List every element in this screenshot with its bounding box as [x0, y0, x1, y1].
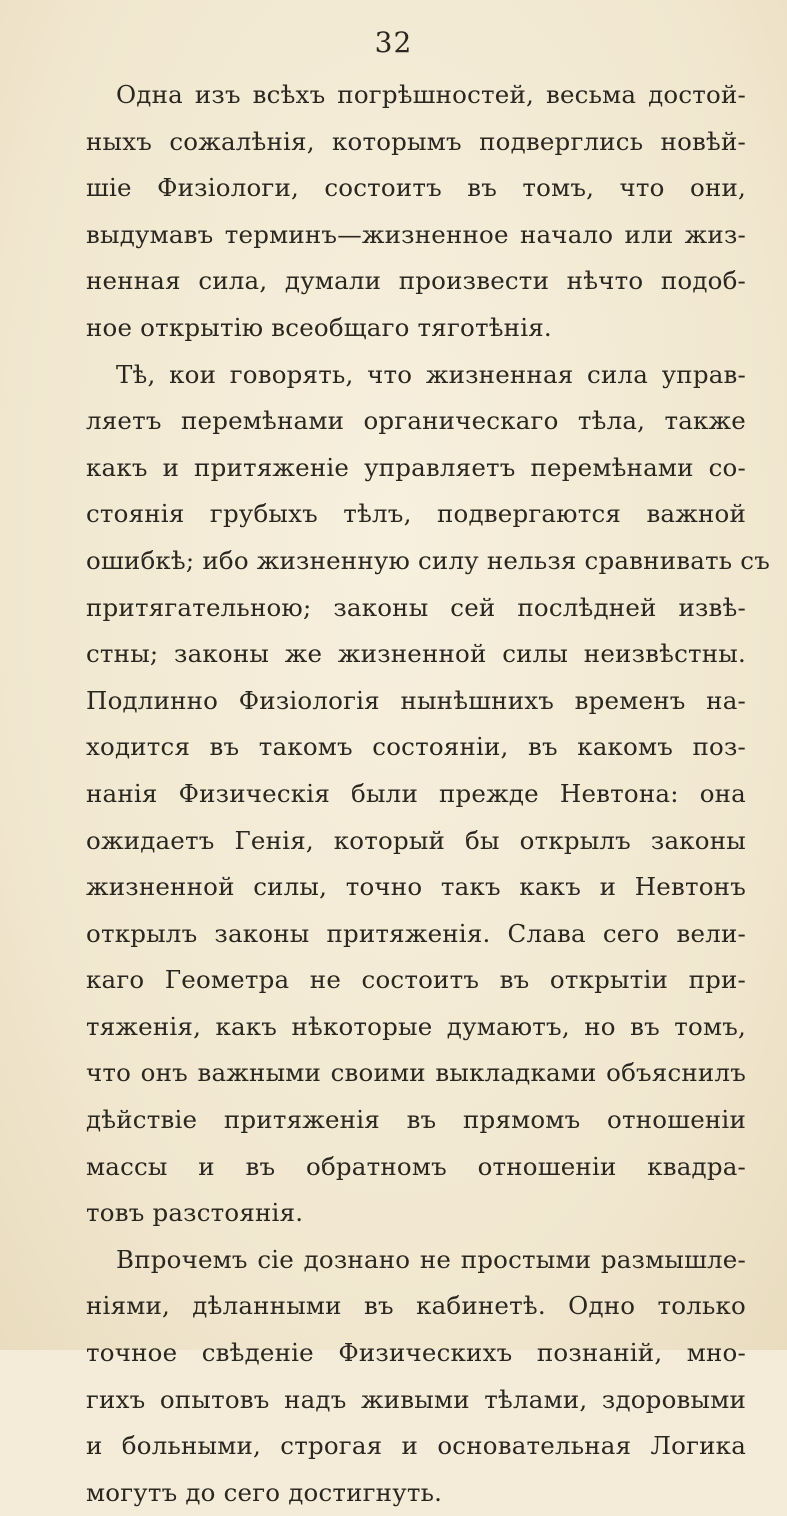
text-line: Подлинно Физіологія нынѣшнихъ временъ на- [86, 685, 746, 715]
text-line: стоянія грубыхъ тѣлъ, подвергаются важной [86, 499, 746, 529]
text-line: Впрочемъ сіе дознано не простыми размышле- [116, 1244, 746, 1274]
text-line: открылъ законы притяженія. Слава сего вели- [86, 918, 746, 948]
text-line: ное открытію всеобщаго тяготѣнія. [86, 312, 552, 342]
text-line: могутъ до сего достигнуть. [86, 1477, 443, 1507]
text-line: товъ разстоянія. [86, 1198, 304, 1228]
text-line: тяженія, какъ нѣкоторые думаютъ, но въ томъ, [86, 1011, 746, 1041]
text-line: Тѣ, кои говорять, что жизненная сила управ- [116, 359, 746, 389]
text-line: что онъ важными своими выкладками объяснилъ [86, 1058, 746, 1088]
text-line: и больными, строгая и основательная Логика [86, 1431, 746, 1461]
text-line: жизненной силы, точно такъ какъ и Невтонъ [86, 872, 746, 902]
page-number: 32 [374, 26, 413, 59]
text-line: ныхъ сожалѣнія, которымъ подверглись новѣй- [86, 126, 746, 156]
text-line: нанія Физическія были прежде Невтона: она [86, 778, 746, 808]
text-line: точное свѣденіе Физическихъ познаній, мно- [86, 1338, 746, 1368]
text-line: гихъ опытовъ надъ живыми тѣлами, здоровыми [86, 1384, 746, 1414]
text-line: ошибкѣ; ибо жизненную силу нельзя сравнивать съ [86, 545, 771, 575]
text-line: Одна изъ всѣхъ погрѣшностей, весьма достой- [116, 80, 746, 109]
body-text [86, 72, 771, 1516]
text-line: стны; законы же жизненной силы неизвѣстны. [86, 639, 746, 669]
text-line: притягательною; законы сей послѣдней извѣ- [86, 592, 746, 622]
text-line: каго Геометра не состоитъ въ открытіи при- [86, 965, 746, 995]
text-line: ожидаетъ Генія, который бы открылъ законы [86, 825, 746, 855]
paragraph-2 [86, 352, 771, 1237]
text-line: выдумавъ терминъ—жизненное начало или жиз- [86, 219, 746, 249]
text-line: ніями, дѣланными въ кабинетѣ. Одно только [86, 1291, 746, 1321]
text-line: дѣйствіе притяженія въ прямомъ отношеніи [86, 1105, 746, 1135]
text-line: массы и въ обратномъ отношеніи квадра- [86, 1151, 746, 1181]
text-line: ходится въ такомъ состояніи, въ какомъ поз- [86, 732, 746, 762]
text-line: какъ и притяженіе управляетъ перемѣнами со- [86, 452, 746, 482]
text-line: ненная сила, думали произвести нѣчто подоб- [86, 266, 746, 296]
text-line: ляетъ перемѣнами органическаго тѣла, также [86, 406, 746, 436]
paragraph-1 [86, 72, 746, 352]
paragraph-3 [86, 1237, 746, 1516]
text-line: шіе Физіологи, состоитъ въ томъ, что они, [86, 173, 746, 203]
